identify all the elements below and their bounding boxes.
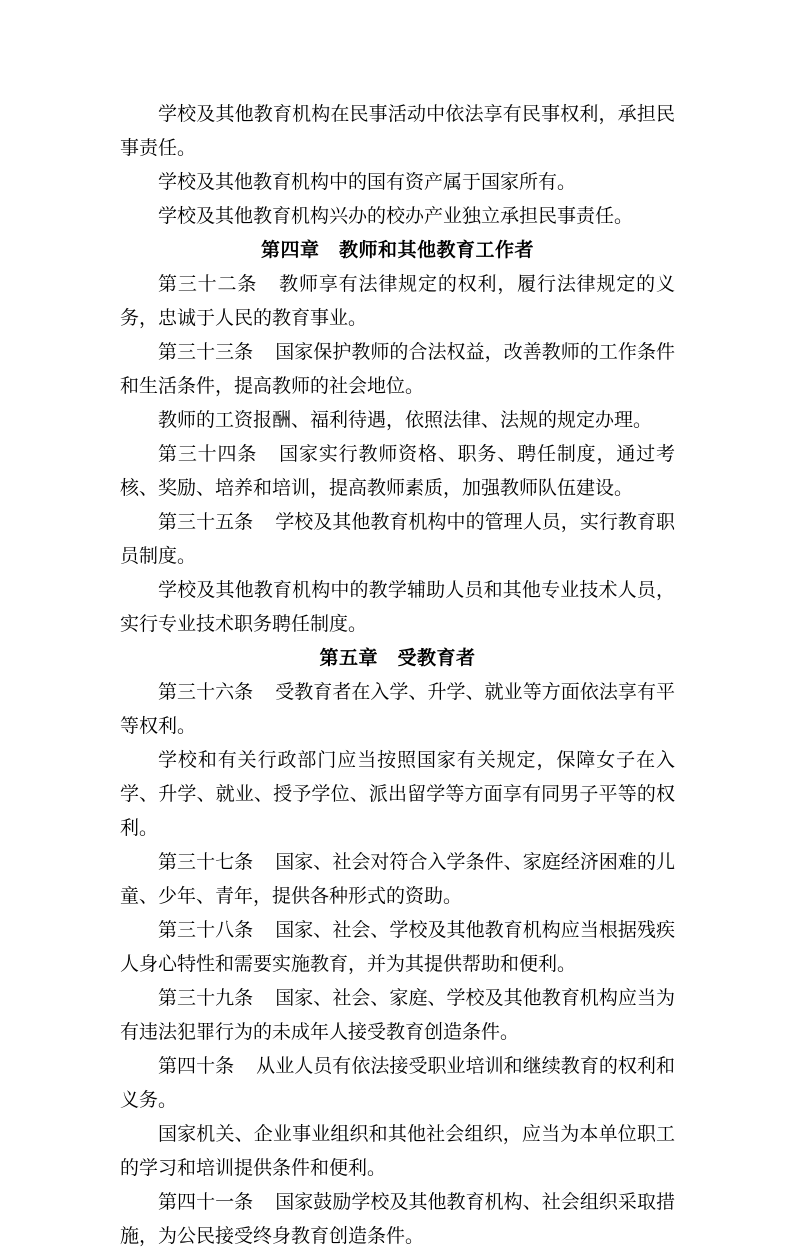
article-number: 第三十五条 xyxy=(158,511,254,533)
article-36 xyxy=(120,675,675,743)
paragraph: 学校和有关行政部门应当按照国家有关规定，保障女子在入学、升学、就业、授予学位、派出留学等方面享有同男子平等的权利。 xyxy=(120,749,675,839)
article-number: 第三十二条 xyxy=(158,273,258,295)
article-text: 国家、社会对符合入学条件、家庭经济困难的儿童、少年、青年，提供各种形式的资助。 xyxy=(120,851,675,907)
article-35 xyxy=(120,505,675,573)
article-39 xyxy=(120,981,675,1049)
article-number: 第三十六条 xyxy=(158,681,254,703)
paragraph: 教师的工资报酬、福利待遇，依照法律、法规的规定办理。 xyxy=(158,409,653,431)
chapter-heading: 第四章 教师和其他教育工作者 xyxy=(260,239,534,261)
paragraph: 国家机关、企业事业组织和其他社会组织，应当为本单位职工的学习和培训提供条件和便利。 xyxy=(120,1123,675,1179)
article-number: 第三十三条 xyxy=(158,341,254,363)
chapter-heading: 第五章 受教育者 xyxy=(319,647,476,669)
article-33 xyxy=(120,335,675,403)
article-text: 受教育者在入学、升学、就业等方面依法享有平等权利。 xyxy=(120,681,675,737)
paragraph: 学校及其他教育机构中的教学辅助人员和其他专业技术人员，实行专业技术职务聘任制度。 xyxy=(120,579,675,635)
article-34 xyxy=(120,437,675,505)
article-number: 第三十九条 xyxy=(158,987,254,1009)
article-text: 国家、社会、学校及其他教育机构应当根据残疾人身心特性和需要实施教育，并为其提供帮助和便利。 xyxy=(120,919,675,975)
paragraph: 学校及其他教育机构中的国有资产属于国家所有。 xyxy=(158,171,577,193)
article-40 xyxy=(120,1049,675,1117)
article-41 xyxy=(120,1185,675,1253)
article-number: 第三十八条 xyxy=(158,919,254,941)
article-number: 第四十一条 xyxy=(158,1191,254,1213)
document-page xyxy=(120,97,675,1253)
article-text: 教师享有法律规定的权利，履行法律规定的义务，忠诚于人民的教育事业。 xyxy=(120,273,675,329)
paragraph: 学校及其他教育机构在民事活动中依法享有民事权利，承担民事责任。 xyxy=(120,103,675,159)
article-text: 从业人员有依法接受职业培训和继续教育的权利和义务。 xyxy=(120,1055,675,1111)
article-number: 第三十四条 xyxy=(158,443,258,465)
article-text: 国家鼓励学校及其他教育机构、社会组织采取措施，为公民接受终身教育创造条件。 xyxy=(120,1191,675,1247)
article-text: 国家保护教师的合法权益，改善教师的工作条件和生活条件，提高教师的社会地位。 xyxy=(120,341,675,397)
paragraph: 学校及其他教育机构兴办的校办产业独立承担民事责任。 xyxy=(158,205,634,227)
article-text: 国家实行教师资格、职务、聘任制度，通过考核、奖励、培养和培训，提高教师素质，加强教师队伍建设。 xyxy=(120,443,675,499)
article-32 xyxy=(120,267,675,335)
article-number: 第四十条 xyxy=(158,1055,235,1077)
article-37 xyxy=(120,845,675,913)
article-text: 学校及其他教育机构中的管理人员，实行教育职员制度。 xyxy=(120,511,675,567)
article-text: 国家、社会、家庭、学校及其他教育机构应当为有违法犯罪行为的未成年人接受教育创造条件。 xyxy=(120,987,675,1043)
article-number: 第三十七条 xyxy=(158,851,254,873)
article-38 xyxy=(120,913,675,981)
